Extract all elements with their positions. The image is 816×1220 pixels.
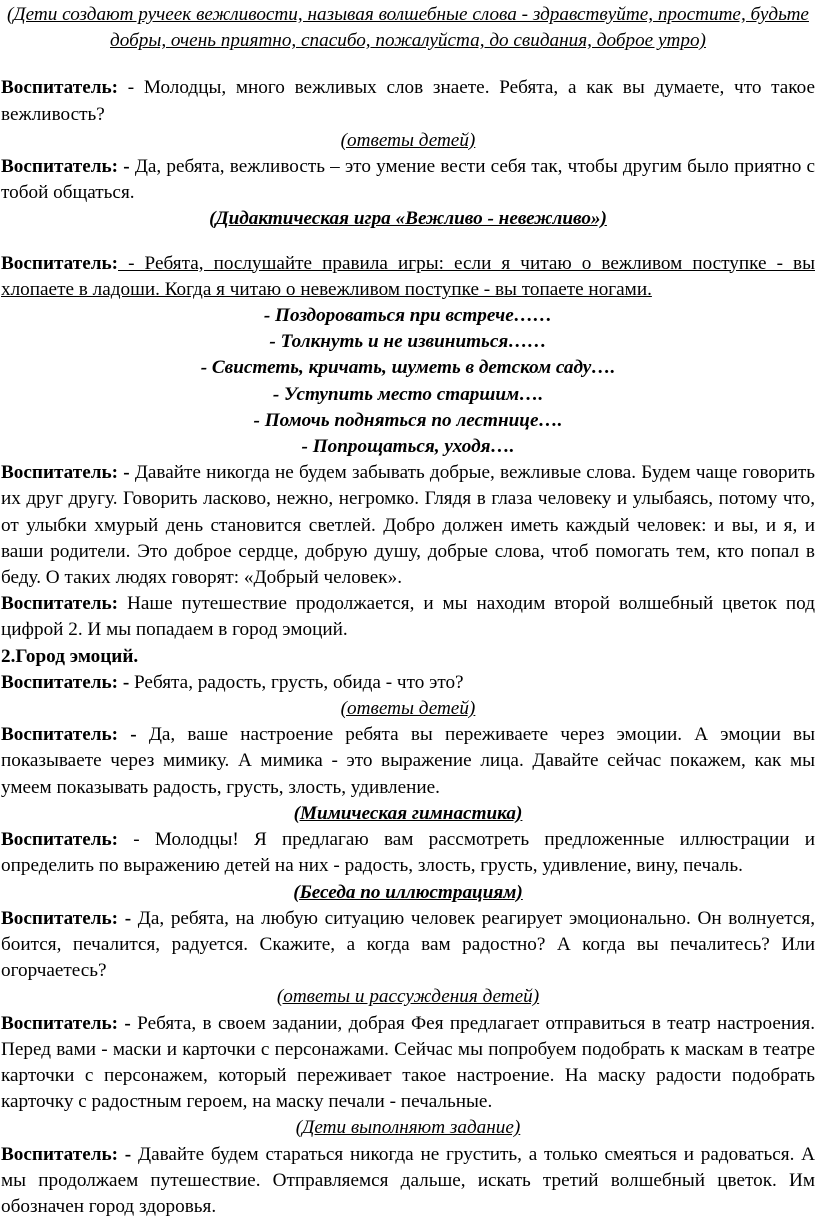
illustration-talk-title: (Беседа по иллюстрациям): [293, 881, 523, 903]
speaker-label: Воспитатель:: [1, 593, 119, 615]
paragraph-text: Давайте будем стараться никогда не грустить, а только смеяться и радоваться. А мы продолжаем путешествие. Отправляемся дальше, искать третий волшебный цветок. Им обозначен город здоровья.: [1, 1143, 816, 1217]
speaker-label: Воспитатель:: [1, 907, 119, 929]
paragraph-emotions-question: [1, 670, 815, 696]
paragraph-text: Наше путешествие продолжается, и мы находим второй волшебный цветок под цифрой 2. И мы попадаем в город эмоций.: [1, 593, 815, 641]
speaker-label: Воспитатель:: [1, 77, 119, 99]
speaker-label: Воспитатель:: [1, 829, 119, 851]
spacer: [1, 54, 815, 75]
paragraph-reactions: [1, 906, 815, 985]
paragraph-continue-journey: [1, 1142, 815, 1220]
dash-marker: -: [118, 156, 135, 178]
game-title: (Дидактическая игра «Вежливо - невежливо»): [209, 208, 607, 230]
paragraph-mood-theatre: [1, 1011, 815, 1116]
speaker-label: Воспитатель:: [1, 671, 119, 693]
paragraph-text: - Молодцы, много вежливых слов знаете. Ребята, а как вы думаете, что такое вежливость?: [1, 77, 815, 125]
speaker-label: Воспитатель:: [1, 252, 119, 274]
speaker-label: Воспитатель:: [1, 1012, 119, 1034]
task-remark: (Дети выполняют задание): [295, 1117, 521, 1139]
children-answers-remark: (ответы детей): [340, 698, 476, 720]
dash-marker: -: [118, 724, 149, 746]
paragraph-illustrations: [1, 827, 815, 879]
paragraph-game-rules: [1, 251, 815, 303]
paragraph-text: Да, ваше настроение ребята вы переживаете через эмоции. А эмоции вы показываете через мимику. А мимика - это выражение лица. Давайте сейчас покажем, как мы умеем показывать радость, грусть, злость, удивление.: [1, 724, 816, 798]
speaker-label: Воспитатель:: [1, 1143, 119, 1165]
paragraph-text: Ребята, в своем задании, добрая Фея предлагает отправиться в театр настроения. Перед вами - маски и карточки с персонажами. Сейчас мы попробуем подобрать к маскам в театре карточки с персонажем, который переживает такое настроение. На маску радости подобрать карточку с радостным героем, на маску печали - печальные.: [1, 1012, 816, 1113]
children-answers-remark: (ответы детей): [340, 129, 476, 151]
paragraph-text: Ребята, радость, грусть, обида - что это?: [134, 671, 464, 693]
game-item: - Попрощаться, уходя….: [301, 436, 515, 458]
children-reasoning-remark: (ответы и рассуждения детей): [276, 986, 540, 1008]
dash-marker: -: [118, 1012, 138, 1034]
game-item: - Свистеть, кричать, шуметь в детском саду….: [200, 357, 616, 379]
paragraph-politeness-question: [1, 75, 815, 127]
dash-marker: -: [118, 1143, 138, 1165]
game-item: - Помочь подняться по лестнице….: [253, 409, 563, 431]
document-page: [1, 0, 815, 1220]
paragraph-text: Давайте никогда не будем забывать добрые, вежливые слова. Будем чаще говорить их друг другу. Говорить ласково, нежно, негромко. Глядя в глаза человеку и улыбаясь, потому что, от улыбки хмурый день становится светлей. Добро должен иметь каждый человек: и вы, и я, и ваши родители. Это доброе сердце, добрую душу, добрые слова, чтоб помогать тем, кто попал в беду. О таких людях говорят: «Добрый человек».: [1, 462, 815, 589]
game-item: - Толкнуть и не извиниться……: [269, 331, 547, 353]
mimic-gymnastics-title: (Мимическая гимнастика): [293, 802, 523, 824]
paragraph-emotions-mimic: [1, 722, 815, 801]
paragraph-text: Да, ребята, вежливость – это умение вести себя так, чтобы другим было приятно с тобой общаться.: [1, 156, 816, 204]
paragraph-text: Да, ребята, на любую ситуацию человек реагирует эмоционально. Он волнуется, боится, печалится, радуется. Скажите, а когда вам радостно? А когда вы печалитесь? Или огорчаетесь?: [1, 907, 815, 982]
game-item: - Поздороваться при встрече……: [263, 305, 553, 327]
dash-marker: -: [118, 462, 135, 484]
speaker-label: Воспитатель:: [1, 462, 119, 484]
speaker-label: Воспитатель:: [1, 156, 119, 178]
paragraph-text: - Ребята, послушайте правила игры: если я читаю о вежливом поступке - вы хлопаете в ладоши. Когда я читаю о невежливом поступке - вы топаете ногами.: [1, 252, 815, 300]
game-item: - Уступить место старшим….: [272, 383, 544, 405]
paragraph-text: - Молодцы! Я предлагаю вам рассмотреть предложенные иллюстрации и определить по выражению детей на них - радость, злость, грусть, удивление, вину, печаль.: [1, 829, 815, 877]
dash-marker: -: [118, 907, 138, 929]
section-heading: 2.Город эмоций.: [1, 645, 139, 667]
paragraph-kind-words: [1, 460, 815, 591]
intro-remark: (Дети создают ручеек вежливости, называя волшебные слова - здравствуйте, простите, будьте добры, очень приятно, спасибо, пожалуйста, до свидания, доброе утро): [7, 4, 809, 52]
speaker-label: Воспитатель:: [1, 724, 119, 746]
dash-marker: -: [118, 671, 135, 693]
spacer: [1, 233, 815, 251]
paragraph-journey: [1, 591, 815, 643]
paragraph-politeness-definition: [1, 154, 815, 206]
